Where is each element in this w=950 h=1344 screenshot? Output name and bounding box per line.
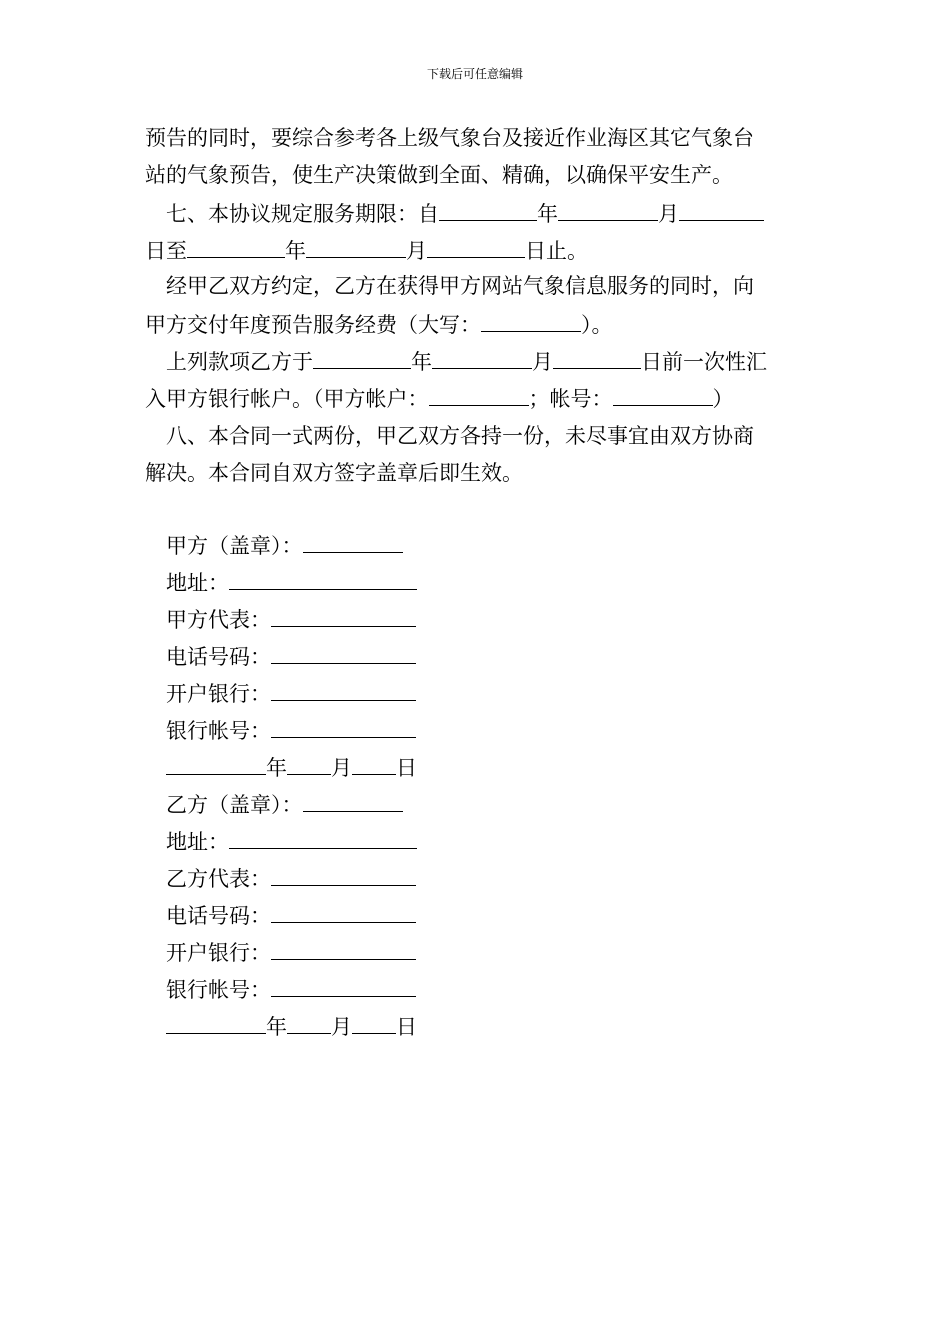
- end-month-blank: [306, 235, 406, 258]
- party-b-address-label: 地址：: [166, 830, 229, 854]
- section-8-line-2: 解决。本合同自双方签字盖章后即生效。: [145, 461, 523, 485]
- party-b-year-blank: [166, 1011, 266, 1034]
- end-year-blank: [187, 235, 285, 258]
- party-a-address-blank: [229, 567, 417, 590]
- party-b-bank-label: 开户银行：: [166, 941, 271, 965]
- account-number-label: ；帐号：: [528, 387, 613, 411]
- party-b-account-label: 银行帐号：: [166, 978, 271, 1002]
- party-b-phone: [166, 900, 416, 928]
- party-a-phone-blank: [271, 641, 416, 664]
- party-a-address-label: 地址：: [166, 571, 229, 595]
- party-b-address-blank: [229, 826, 417, 849]
- year-label: 年: [537, 202, 558, 226]
- month-label: 月: [331, 1015, 352, 1039]
- account-name-blank: [429, 383, 529, 406]
- party-b-phone-blank: [271, 900, 416, 923]
- party-a-bank: [166, 678, 416, 706]
- fee-line: 经甲乙双方约定，乙方在获得甲方网站气象信息服务的同时，向: [166, 274, 754, 298]
- party-a-phone: [166, 641, 416, 669]
- party-b-rep: [166, 863, 416, 891]
- party-b-phone-label: 电话号码：: [166, 904, 271, 928]
- party-a-bank-label: 开户银行：: [166, 682, 271, 706]
- party-b-address: [166, 826, 417, 854]
- party-a-seal-blank: [303, 530, 403, 553]
- year-label: 年: [285, 239, 306, 263]
- party-b-rep-label: 乙方代表：: [166, 867, 271, 891]
- page-header: 下载后可任意编辑: [426, 67, 523, 81]
- party-a-account-blank: [271, 715, 416, 738]
- payment-year-blank: [313, 346, 411, 369]
- account-number-blank: [613, 383, 713, 406]
- party-a-bank-blank: [271, 678, 416, 701]
- end-day-blank: [427, 235, 525, 258]
- start-year-blank: [439, 198, 537, 221]
- party-a-rep-blank: [271, 604, 416, 627]
- party-a-rep: [166, 604, 416, 632]
- section-8-line: 八、本合同一式两份，甲乙双方各持一份，未尽事宜由双方协商: [166, 424, 754, 448]
- to-label: 日至: [145, 239, 187, 263]
- party-a-date: [166, 752, 417, 780]
- fee-line-2: [145, 309, 613, 337]
- payment-label: 上列款项乙方于: [166, 350, 313, 374]
- party-b-bank: [166, 937, 416, 965]
- payment-line-2: [145, 383, 734, 411]
- party-b-date: [166, 1011, 417, 1039]
- party-b-seal-label: 乙方（盖章）：: [166, 793, 303, 817]
- month-label: 月: [658, 202, 679, 226]
- payment-month-blank: [432, 346, 532, 369]
- day-label: 日: [396, 1015, 417, 1039]
- paragraph-line: 预告的同时，要综合参考各上级气象台及接近作业海区其它气象台: [145, 126, 754, 150]
- paragraph-line: 站的气象预告，使生产决策做到全面、精确，以确保平安生产。: [145, 163, 733, 187]
- party-a-account-label: 银行帐号：: [166, 719, 271, 743]
- start-day-blank: [679, 198, 764, 221]
- party-a-address: [166, 567, 417, 595]
- party-b-seal: [166, 789, 403, 817]
- year-label: 年: [266, 1015, 287, 1039]
- service-period-label: 七、本协议规定服务期限：自: [166, 202, 439, 226]
- month-label: 月: [532, 350, 553, 374]
- party-b-account-blank: [271, 974, 416, 997]
- party-b-bank-blank: [271, 937, 416, 960]
- party-a-year-blank: [166, 752, 266, 775]
- year-label: 年: [411, 350, 432, 374]
- party-a-account: [166, 715, 416, 743]
- party-a-phone-label: 电话号码：: [166, 645, 271, 669]
- start-month-blank: [558, 198, 658, 221]
- party-a-rep-label: 甲方代表：: [166, 608, 271, 632]
- month-label: 月: [331, 756, 352, 780]
- end-label: 日止。: [525, 239, 588, 263]
- year-label: 年: [266, 756, 287, 780]
- payment-line: [166, 346, 767, 374]
- party-a-day-blank: [352, 752, 396, 775]
- party-a-month-blank: [287, 752, 331, 775]
- service-period-line-2: [145, 235, 588, 263]
- fee-amount-blank: [481, 309, 581, 332]
- service-period-line: [166, 198, 764, 226]
- payment-deadline-label: 日前一次性汇: [641, 350, 767, 374]
- payment-day-blank: [553, 346, 641, 369]
- party-b-month-blank: [287, 1011, 331, 1034]
- fee-amount-label: 甲方交付年度预告服务经费（大写：: [145, 313, 481, 337]
- party-b-rep-blank: [271, 863, 416, 886]
- party-a-seal-label: 甲方（盖章）：: [166, 534, 303, 558]
- party-b-account: [166, 974, 416, 1002]
- day-label: 日: [396, 756, 417, 780]
- month-label: 月: [406, 239, 427, 263]
- account-name-label: 入甲方银行帐户。（甲方帐户：: [145, 387, 429, 411]
- account-close: ）: [712, 387, 734, 411]
- party-b-day-blank: [352, 1011, 396, 1034]
- party-b-seal-blank: [303, 789, 403, 812]
- party-a-seal: [166, 530, 403, 558]
- fee-amount-close: ）。: [581, 313, 613, 337]
